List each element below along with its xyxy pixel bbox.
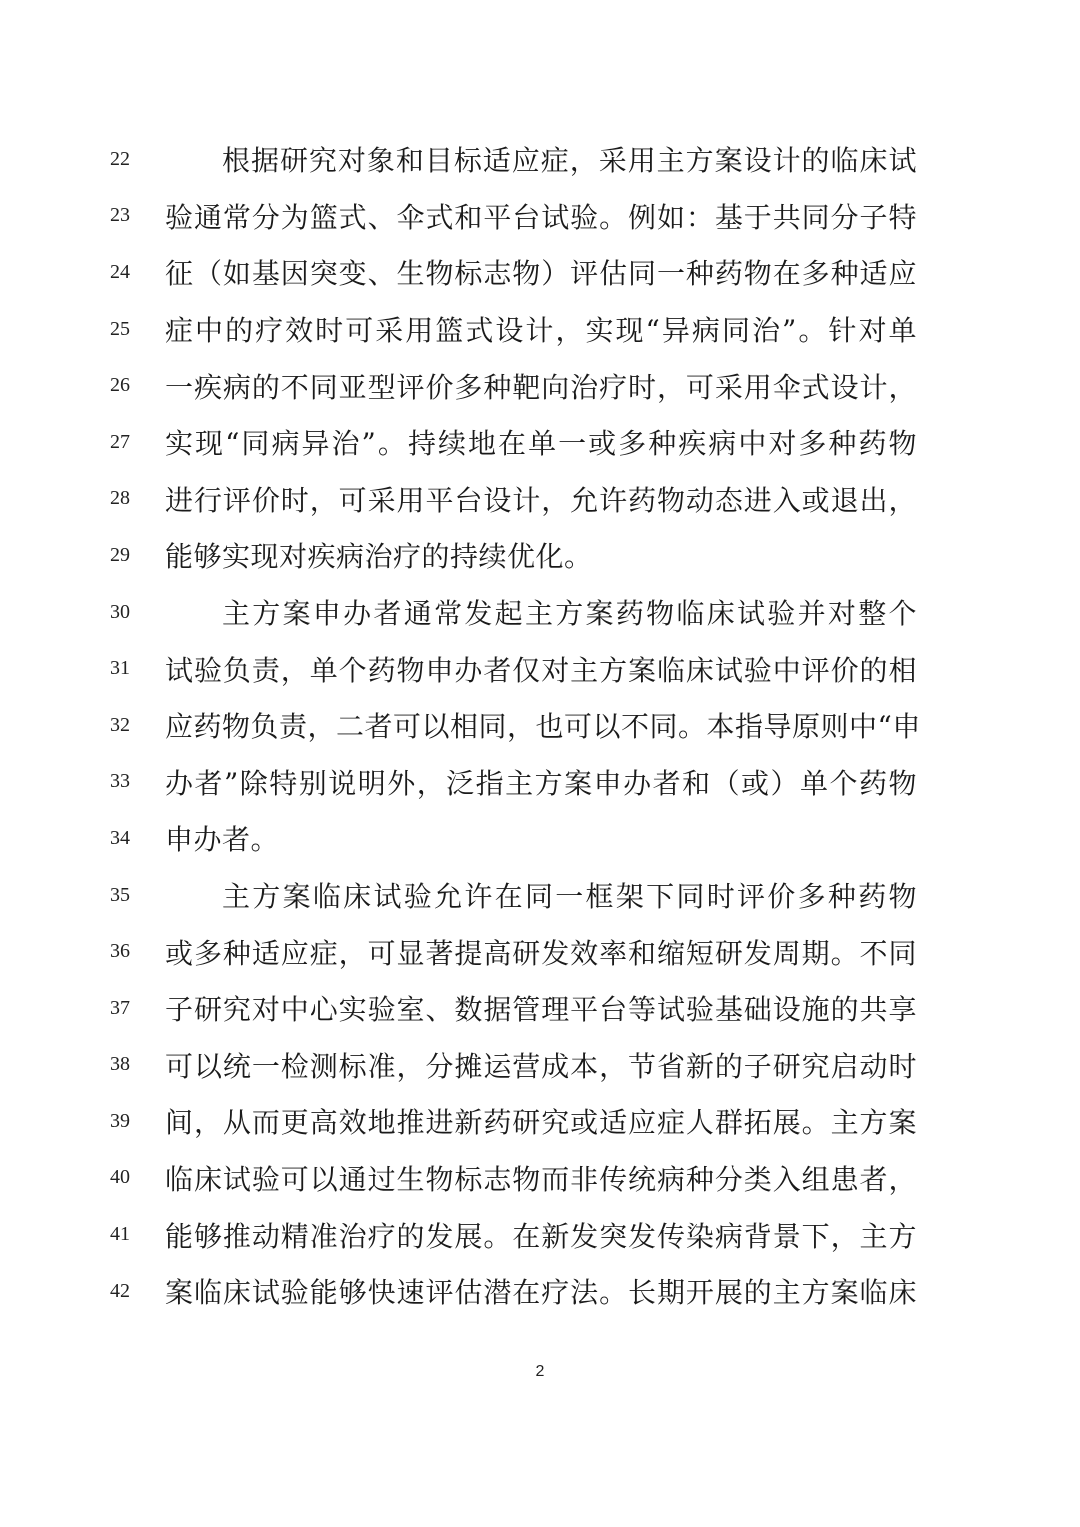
text-line — [0, 414, 1080, 471]
line-text: 根据研究对象和目标适应症，采用主方案设计的临床试 — [222, 144, 917, 178]
line-text: 临床试验可以通过生物标志物而非传统病种分类入组患者， — [165, 1162, 917, 1196]
line-text: 应药物负责，二者可以相同，也可以不同。本指导原则中“申 — [165, 710, 921, 744]
line-text: 子研究对中心实验室、数据管理平台等试验基础设施的共享 — [165, 993, 917, 1027]
line-number: 25 — [110, 317, 130, 340]
line-number: 35 — [110, 883, 130, 906]
line-text: 案临床试验能够快速评估潜在疗法。长期开展的主方案临床 — [165, 1276, 917, 1310]
line-number: 42 — [110, 1279, 130, 1302]
line-number: 33 — [110, 770, 130, 793]
text-line — [0, 923, 1080, 980]
line-number: 29 — [110, 543, 130, 566]
text-line — [0, 867, 1080, 924]
page-number: 2 — [535, 1363, 545, 1380]
line-text: 主方案临床试验允许在同一框架下同时评价多种药物 — [222, 880, 917, 914]
text-line — [0, 131, 1080, 188]
line-text: 主方案申办者通常发起主方案药物临床试验并对整个 — [222, 597, 917, 631]
line-number: 22 — [110, 147, 130, 170]
line-number: 31 — [110, 657, 130, 680]
line-number: 41 — [110, 1223, 130, 1246]
text-line — [0, 697, 1080, 754]
text-line — [0, 471, 1080, 528]
line-number: 30 — [110, 600, 130, 623]
line-text: 间，从而更高效地推进新药研究或适应症人群拓展。主方案 — [165, 1106, 917, 1140]
line-number: 40 — [110, 1166, 130, 1189]
line-text: 能够推动精准治疗的发展。在新发突发传染病背景下，主方 — [165, 1219, 917, 1253]
text-line — [0, 1206, 1080, 1263]
text-line — [0, 980, 1080, 1037]
text-line — [0, 584, 1080, 641]
line-number: 36 — [110, 940, 130, 963]
line-number: 27 — [110, 430, 130, 453]
line-number: 39 — [110, 1109, 130, 1132]
line-number: 26 — [110, 374, 130, 397]
text-body — [0, 131, 1080, 1319]
line-number: 23 — [110, 204, 130, 227]
line-text: 试验负责，单个药物申办者仅对主方案临床试验中评价的相 — [165, 653, 917, 687]
line-text: 验通常分为篮式、伞式和平台试验。例如：基于共同分子特 — [165, 200, 917, 234]
text-line — [0, 244, 1080, 301]
line-text: 申办者。 — [165, 823, 280, 857]
text-line — [0, 188, 1080, 245]
text-line — [0, 527, 1080, 584]
text-line — [0, 1263, 1080, 1320]
line-text: 一疾病的不同亚型评价多种靶向治疗时，可采用伞式设计， — [165, 370, 917, 404]
line-text: 症中的疗效时可采用篮式设计，实现“异病同治”。针对单 — [165, 314, 917, 348]
text-line — [0, 810, 1080, 867]
line-text: 征（如基因突变、生物标志物）评估同一种药物在多种适应 — [165, 257, 917, 291]
text-line — [0, 1093, 1080, 1150]
line-number: 28 — [110, 487, 130, 510]
line-number: 24 — [110, 260, 130, 283]
line-number: 32 — [110, 713, 130, 736]
text-line — [0, 754, 1080, 811]
text-line — [0, 301, 1080, 358]
text-line — [0, 1037, 1080, 1094]
text-line — [0, 640, 1080, 697]
line-text: 或多种适应症，可显著提高研发效率和缩短研发周期。不同 — [165, 936, 917, 970]
line-number: 38 — [110, 1053, 130, 1076]
line-text: 办者”除特别说明外，泛指主方案申办者和（或）单个药物 — [165, 766, 917, 800]
text-line — [0, 357, 1080, 414]
text-line — [0, 1150, 1080, 1207]
line-number: 34 — [110, 826, 130, 849]
line-text: 能够实现对疾病治疗的持续优化。 — [165, 540, 593, 574]
line-number: 37 — [110, 996, 130, 1019]
line-text: 进行评价时，可采用平台设计，允许药物动态进入或退出， — [165, 483, 917, 517]
line-text: 可以统一检测标准，分摊运营成本，节省新的子研究启动时 — [165, 1049, 917, 1083]
line-text: 实现“同病异治”。持续地在单一或多种疾病中对多种药物 — [165, 427, 917, 461]
